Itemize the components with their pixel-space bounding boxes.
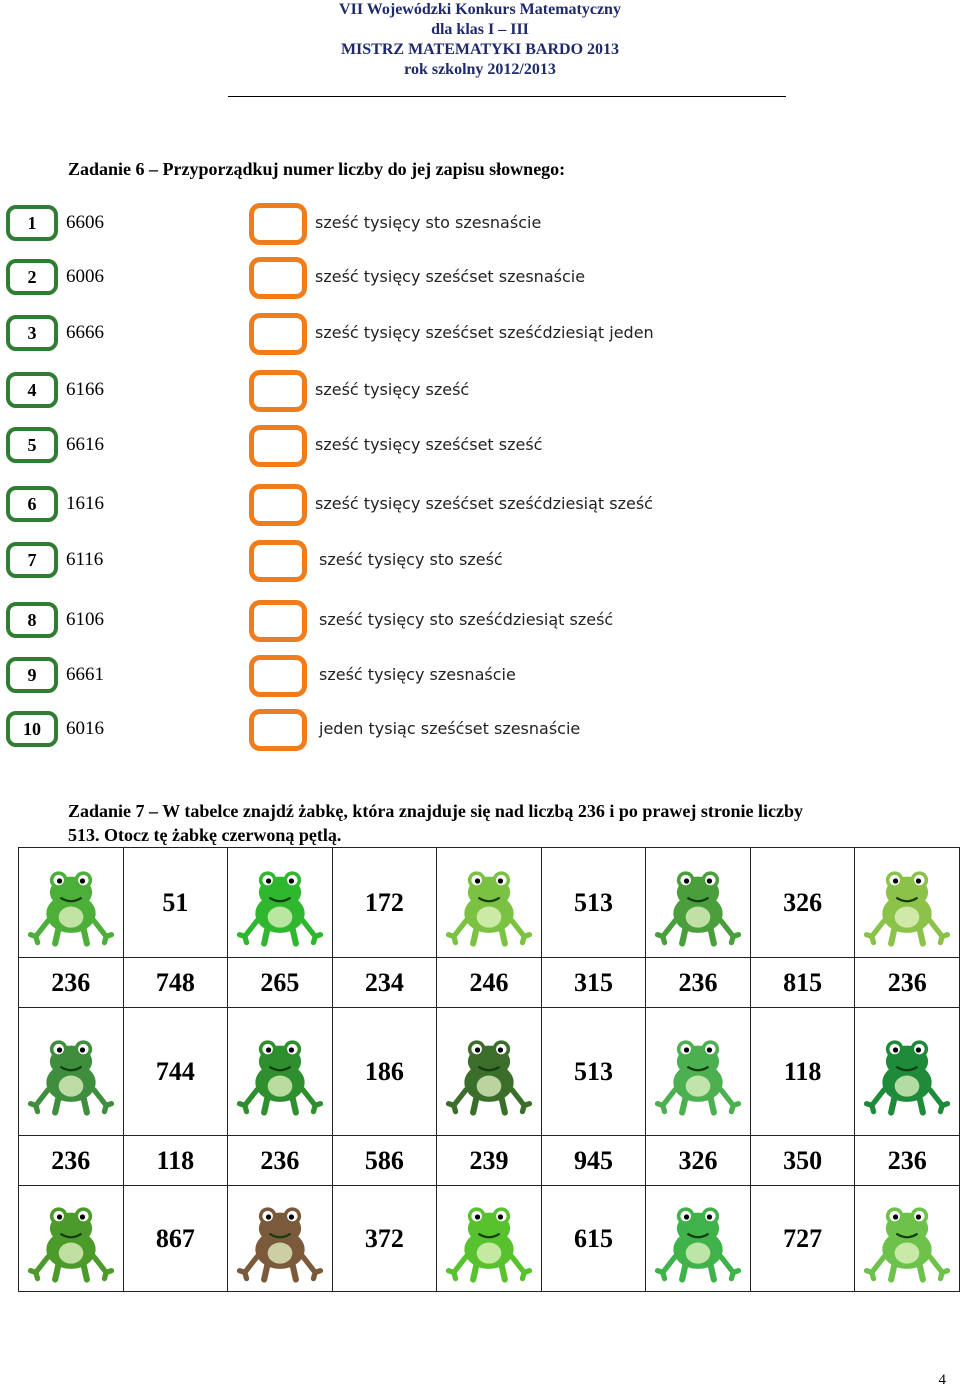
frog-icon	[863, 859, 951, 947]
number-7: 6116	[66, 549, 104, 570]
table-row	[19, 1186, 960, 1292]
word-form-5: sześć tysięcy sześćset sześć	[315, 435, 543, 454]
frog-icon	[445, 859, 533, 947]
word-form-6: sześć tysięcy sześćset sześćdziesiąt sześć	[315, 494, 653, 513]
page-number: 4	[938, 1372, 946, 1388]
answer-box-9[interactable]	[249, 655, 307, 697]
number-cell: 51	[123, 848, 228, 958]
header-divider	[228, 96, 786, 97]
frog-cell[interactable]	[437, 1186, 542, 1292]
table-row	[19, 958, 960, 1008]
number-cell: 372	[332, 1186, 437, 1292]
number-cell: 118	[123, 1136, 228, 1186]
frog-cell[interactable]	[19, 848, 124, 958]
answer-box-3[interactable]	[249, 313, 307, 355]
number-cell: 513	[541, 848, 646, 958]
header-line-2: dla klas I – III	[431, 21, 529, 38]
answer-box-5[interactable]	[249, 425, 307, 467]
number-cell: 236	[646, 958, 751, 1008]
answer-box-8[interactable]	[249, 600, 307, 642]
word-form-1: sześć tysięcy sto szesnaście	[315, 213, 542, 232]
answer-box-2[interactable]	[249, 257, 307, 299]
task7-title-line-2: 513. Otocz tę żabkę czerwoną pętlą.	[68, 825, 342, 845]
word-form-4: sześć tysięcy sześć	[315, 380, 470, 399]
number-cell: 326	[750, 848, 855, 958]
frog-icon	[27, 859, 115, 947]
number-3: 6666	[66, 322, 104, 343]
number-1: 6606	[66, 212, 104, 233]
answer-box-7[interactable]	[249, 540, 307, 582]
frog-icon	[863, 1028, 951, 1116]
index-box-7: 7	[6, 542, 58, 578]
frog-icon	[236, 1195, 324, 1283]
answer-box-10[interactable]	[249, 709, 307, 751]
number-cell: 236	[228, 1136, 333, 1186]
frog-cell[interactable]	[646, 848, 751, 958]
number-cell: 748	[123, 958, 228, 1008]
frog-icon	[863, 1195, 951, 1283]
number-cell: 236	[19, 1136, 124, 1186]
index-box-4: 4	[6, 372, 58, 408]
frog-cell[interactable]	[646, 1186, 751, 1292]
index-box-9: 9	[6, 657, 58, 693]
frog-cell[interactable]	[437, 1008, 542, 1136]
index-box-1: 1	[6, 205, 58, 241]
number-cell: 172	[332, 848, 437, 958]
task6-title: Zadanie 6 – Przyporządkuj numer liczby do jej zapisu słownego:	[68, 159, 566, 179]
header-line-1: VII Wojewódzki Konkurs Matematyczny	[339, 1, 621, 18]
number-cell: 236	[855, 1136, 960, 1186]
header-line-3: MISTRZ MATEMATYKI BARDO 2013	[340, 41, 620, 58]
number-9: 6661	[66, 664, 104, 685]
index-box-5: 5	[6, 427, 58, 463]
frog-icon	[27, 1195, 115, 1283]
number-cell: 236	[19, 958, 124, 1008]
word-form-10: jeden tysiąc sześćset szesnaście	[319, 719, 581, 738]
answer-box-6[interactable]	[249, 484, 307, 526]
number-4: 6166	[66, 379, 104, 400]
frog-icon	[445, 1028, 533, 1116]
number-10: 6016	[66, 718, 104, 739]
number-cell: 265	[228, 958, 333, 1008]
number-cell: 239	[437, 1136, 542, 1186]
table-row	[19, 1136, 960, 1186]
frog-cell[interactable]	[646, 1008, 751, 1136]
number-cell: 615	[541, 1186, 646, 1292]
frog-cell[interactable]	[228, 1008, 333, 1136]
frog-icon	[27, 1028, 115, 1116]
number-cell: 513	[541, 1008, 646, 1136]
word-form-7: sześć tysięcy sto sześć	[319, 550, 503, 569]
number-2: 6006	[66, 266, 104, 287]
number-cell: 727	[750, 1186, 855, 1292]
number-cell: 350	[750, 1136, 855, 1186]
task7-title-line-1: Zadanie 7 – W tabelce znajdź żabkę, która znajduje się nad liczbą 236 i po prawej stronie liczby	[68, 801, 803, 821]
table-row	[19, 848, 960, 958]
index-box-8: 8	[6, 602, 58, 638]
word-form-9: sześć tysięcy szesnaście	[319, 665, 516, 684]
number-cell: 744	[123, 1008, 228, 1136]
number-8: 6106	[66, 609, 104, 630]
word-form-3: sześć tysięcy sześćset sześćdziesiąt jeden	[315, 323, 654, 342]
number-cell: 586	[332, 1136, 437, 1186]
number-cell: 234	[332, 958, 437, 1008]
table-row	[19, 1008, 960, 1136]
frog-icon	[654, 1195, 742, 1283]
frog-icon	[236, 859, 324, 947]
number-cell: 246	[437, 958, 542, 1008]
frog-cell[interactable]	[437, 848, 542, 958]
index-box-10: 10	[6, 711, 58, 747]
number-6: 1616	[66, 493, 104, 514]
number-cell: 315	[541, 958, 646, 1008]
number-cell: 326	[646, 1136, 751, 1186]
number-5: 6616	[66, 434, 104, 455]
number-cell: 186	[332, 1008, 437, 1136]
frog-icon	[445, 1195, 533, 1283]
frog-cell[interactable]	[228, 848, 333, 958]
frog-cell[interactable]	[855, 848, 960, 958]
frog-cell[interactable]	[228, 1186, 333, 1292]
index-box-6: 6	[6, 486, 58, 522]
number-cell: 867	[123, 1186, 228, 1292]
frog-cell[interactable]	[855, 1008, 960, 1136]
number-cell: 945	[541, 1136, 646, 1186]
frog-icon	[654, 859, 742, 947]
header-line-4: rok szkolny 2012/2013	[404, 61, 556, 78]
number-cell: 815	[750, 958, 855, 1008]
frog-cell[interactable]	[855, 1186, 960, 1292]
frog-icon	[236, 1028, 324, 1116]
answer-box-1[interactable]	[249, 203, 307, 245]
frog-icon	[654, 1028, 742, 1116]
frog-cell[interactable]	[19, 1186, 124, 1292]
index-box-3: 3	[6, 315, 58, 351]
index-box-2: 2	[6, 259, 58, 295]
frog-cell[interactable]	[19, 1008, 124, 1136]
word-form-2: sześć tysięcy sześćset szesnaście	[315, 267, 586, 286]
answer-box-4[interactable]	[249, 370, 307, 412]
word-form-8: sześć tysięcy sto sześćdziesiąt sześć	[319, 610, 614, 629]
number-cell: 118	[750, 1008, 855, 1136]
number-cell: 236	[855, 958, 960, 1008]
frog-number-table	[18, 847, 960, 1292]
